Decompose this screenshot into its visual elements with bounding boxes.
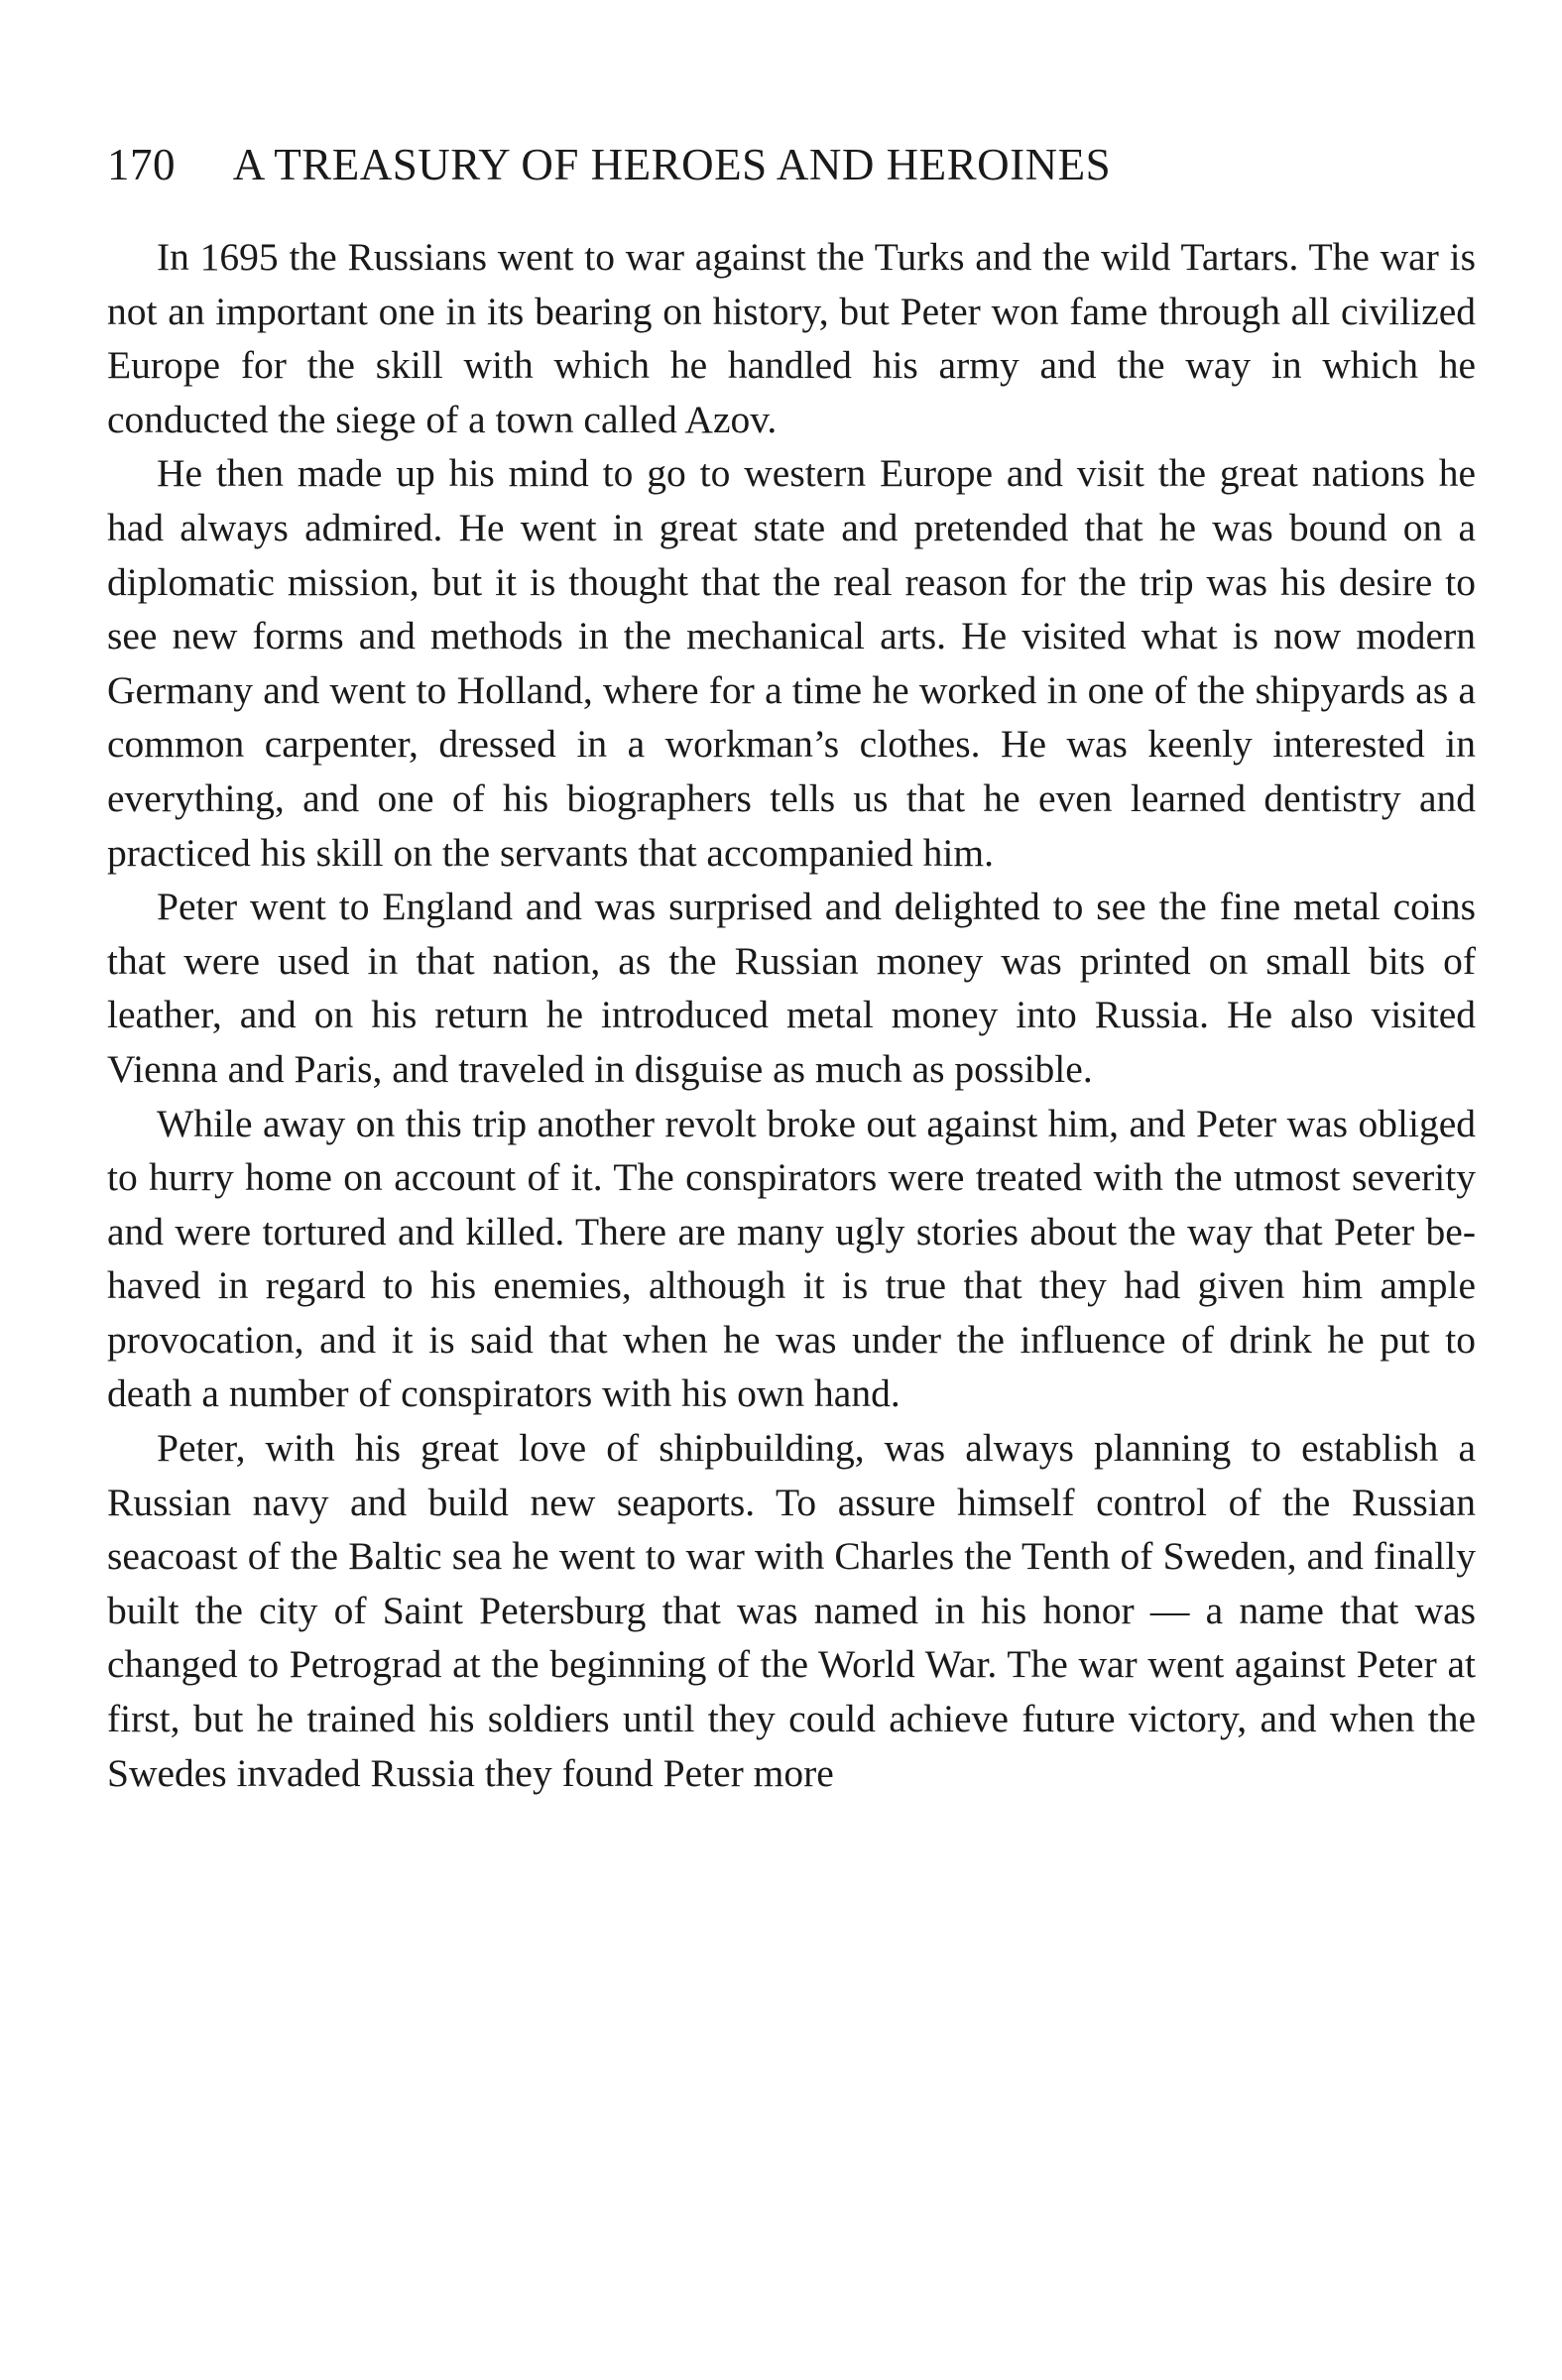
body-text [107, 230, 1476, 1800]
page-number: 170 [107, 140, 176, 189]
paragraph: In 1695 the Russians went to war against the Turks and the wild Tartars. The war is not an important one in its bearing on history, but Peter won fame through all civilized Europe for the skill with which he handled his army and the way in which he conducted the siege of a town called Azov. [107, 235, 1476, 441]
paragraph: While away on this trip another revolt broke out against him, and Peter was obliged to hurry home on account of it. The conspirators were treated with the utmost severity and were tortured and killed. There are many ugly stories about the way that Peter behaved in regard to his enemies, although it is true that they had given him ample provocation, and it is said that when he was under the influence of drink he put to death a number of conspirators with his own hand. [107, 1101, 1476, 1416]
book-title: A TREASURY OF HEROES AND HEROINES [232, 140, 1112, 189]
running-head [107, 139, 1476, 190]
paragraph: He then made up his mind to go to western Europe and visit the great nations he had always admired. He went in great state and pretended that he was bound on a diplomatic mission, but it is thought that the real reason for the trip was his desire to see new forms and methods in the mechanical arts. He visited what is now modern Germany and went to Holland, where for a time he worked in one of the shipyards as a common carpenter, dressed in a workman’s clothes. He was keenly interested in everything, and one of his biographers tells us that he even learned dentistry and practiced his skill on the servants that accompanied him. [107, 451, 1476, 875]
paragraph: Peter, with his great love of shipbuilding, was always planning to establish a Russian navy and build new seaports. To assure himself control of the Russian seacoast of the Baltic sea he went to war with Charles the Tenth of Sweden, and finally built the city of Saint Petersburg that was named in his honor — a name that was changed to Petrograd at the beginning of the World War. The war went against Peter at first, but he trained his soldiers until they could achieve future victory, and when the Swedes invaded Russia they found Peter more [107, 1426, 1476, 1795]
paragraph: Peter went to England and was surprised and delighted to see the fine metal coins that were used in that nation, as the Russian money was printed on small bits of leather, and on his return he introduced metal money into Russia. He also visited Vienna and Paris, and traveled in disguise as much as possible. [107, 885, 1476, 1091]
